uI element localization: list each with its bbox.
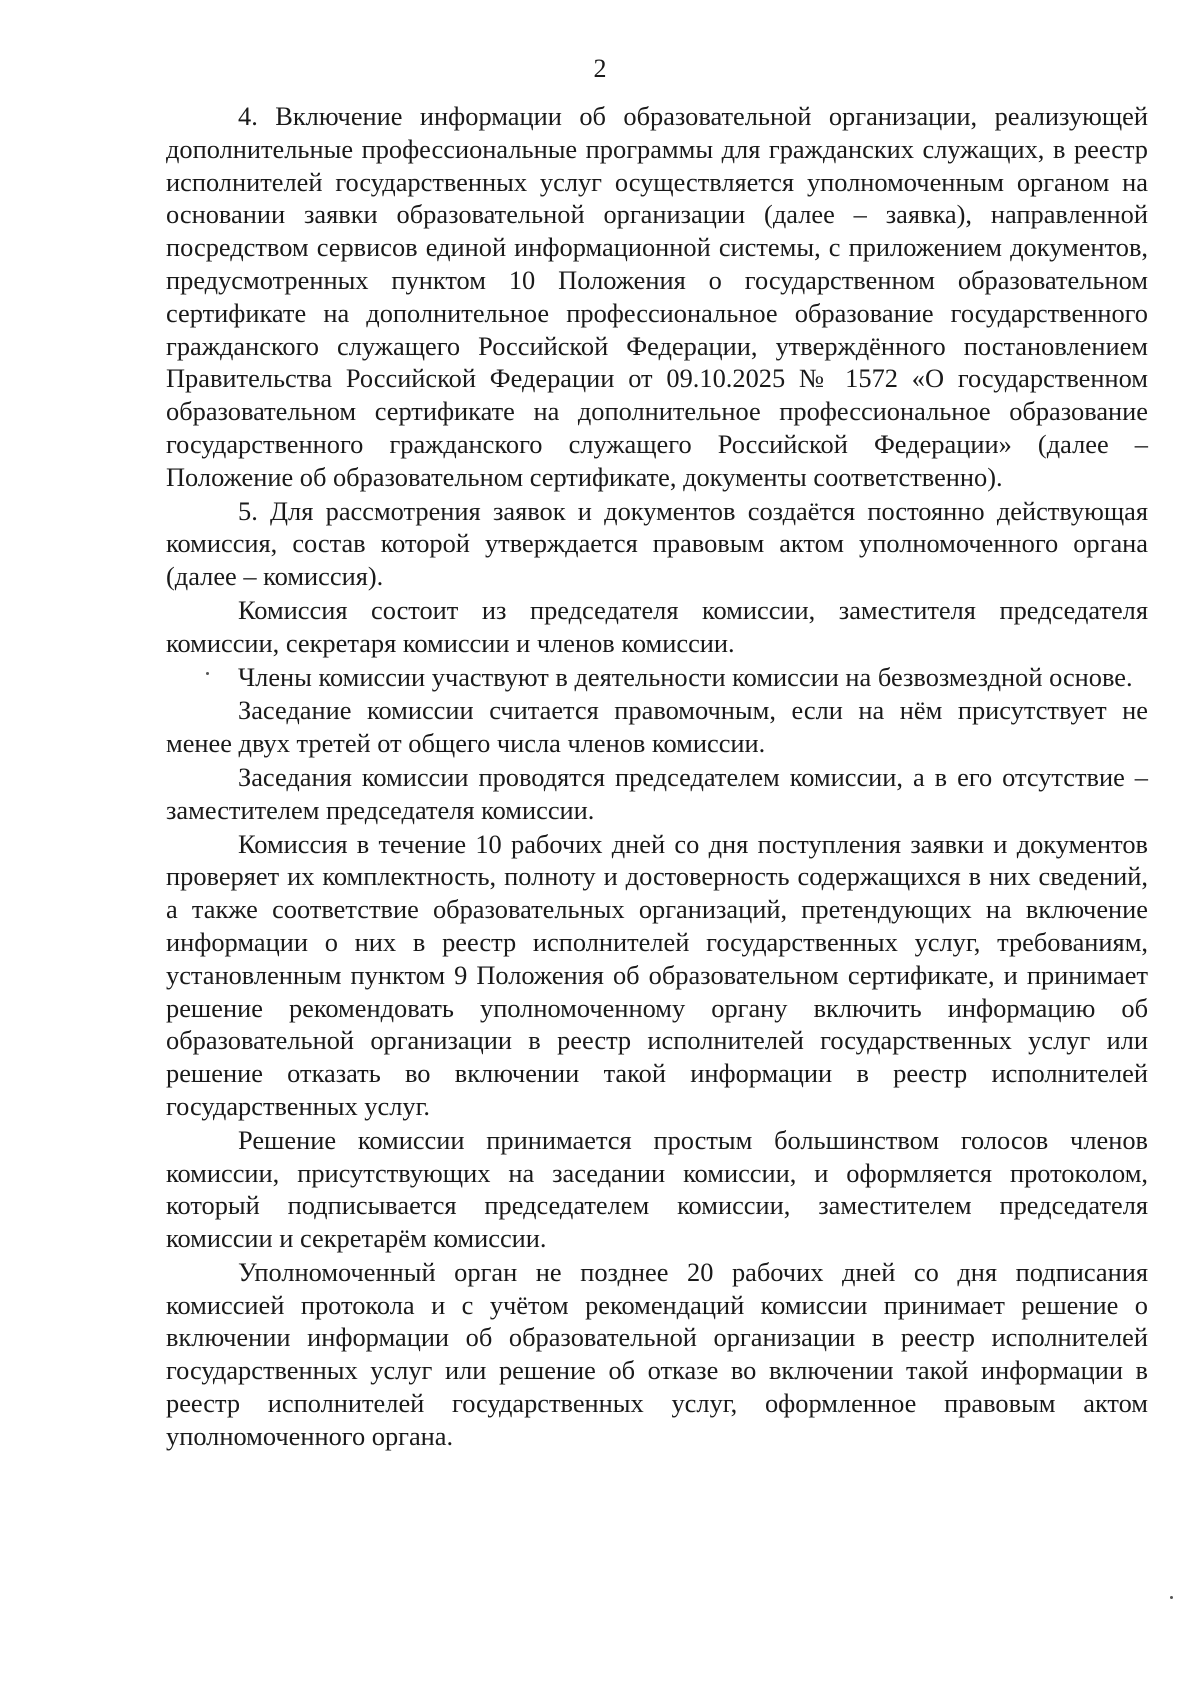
document-body (166, 100, 1148, 1453)
scan-speck (1170, 1596, 1173, 1599)
paragraph-commission-members: Члены комиссии участвуют в деятельности комиссии на безвозмездной основе. (238, 661, 1133, 692)
paragraph-5: 5. Для рассмотрения заявок и документов создаётся постоянно действующая комиссия, состав которой утверждается правовым актом уполномоченного органа (далее – комиссия). (166, 495, 1148, 592)
paragraph-meetings: Заседания комиссии проводятся председателем комиссии, а в его отсутствие – заместителем председателя комиссии. (166, 761, 1148, 825)
scan-speck (206, 672, 209, 675)
paragraph-authorized-body: Уполномоченный орган не позднее 20 рабочих дней со дня подписания комиссией протокола и с учётом рекомендаций комиссии принимает решение о включении информации об образовательной организации в реестр исполнителей государственных услуг или решение об отказе во включении такой информации в реестр исполнителей государственных услуг, оформленное правовым актом уполномоченного органа. (166, 1256, 1148, 1451)
paragraph-commission-composition: Комиссия состоит из председателя комиссии, заместителя председателя комиссии, секретаря комиссии и членов комиссии. (166, 594, 1148, 658)
paragraph-review: Комиссия в течение 10 рабочих дней со дня поступления заявки и документов проверяет их комплектность, полноту и достоверность содержащихся в них сведений, а также соответствие образовательных организаций, претендующих на включение информации о них в реестр исполнителей государственных услуг, требованиям, установленным пунктом 9 Положения об образовательном сертификате, и принимает решение рекомендовать уполномоченному органу включить информацию об образовательной организации в реестр исполнителей государственных услуг или решение отказать во включении такой информации в реестр исполнителей государственных услуг. (166, 828, 1148, 1121)
paragraph-4: 4. Включение информации об образовательной организации, реализующей дополнительные профессиональные программы для гражданских служащих, в реестр исполнителей государственных услуг осуществляется уполномоченным органом на основании заявки образовательной организации (далее – заявка), направленной посредством сервисов единой информационной системы, с приложением документов, предусмотренных пунктом 10 Положения о государственном образовательном сертификате на дополнительное профессиональное образование государственного гражданского служащего Российской Федерации, утверждённого постановлением Правительства Российской Федерации от 09.10.2025 № 1572 «О государственном образовательном сертификате на дополнительное профессиональное образование государственного гражданского служащего Российской Федерации» (далее – Положение об образовательном сертификате, документы соответственно). (166, 101, 1148, 492)
page-number: 2 (593, 54, 607, 83)
paragraph-quorum: Заседание комиссии считается правомочным, если на нём присутствует не менее двух третей от общего числа членов комиссии. (166, 695, 1148, 759)
paragraph-decision: Решение комиссии принимается простым большинством голосов членов комиссии, присутствующих на заседании комиссии, и оформляется протоколом, который подписывается председателем комиссии, заместителем председателя комиссии и секретарём комиссии. (166, 1124, 1148, 1254)
